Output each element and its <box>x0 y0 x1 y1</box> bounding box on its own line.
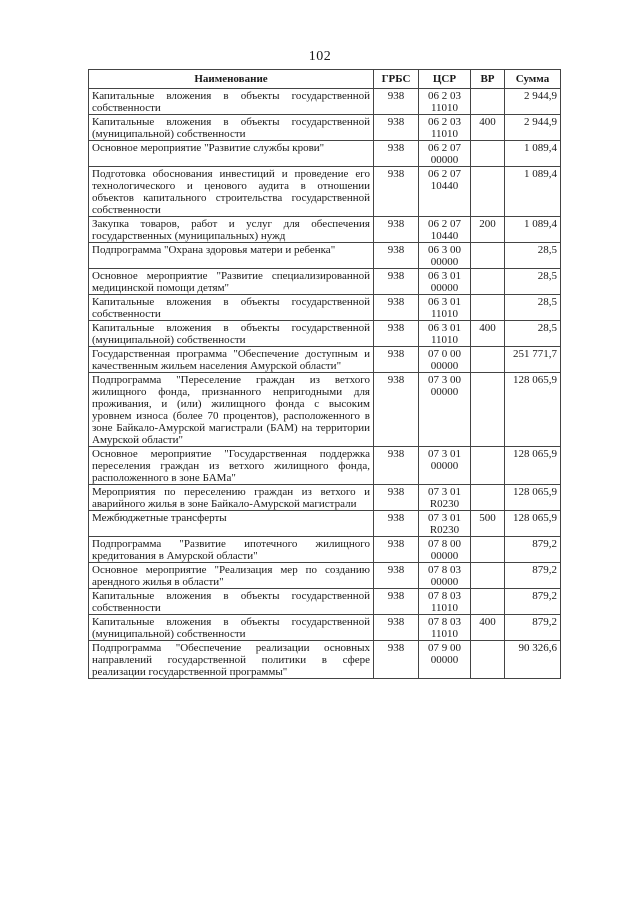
table-row <box>89 511 561 537</box>
table-row <box>89 447 561 485</box>
table-row <box>89 615 561 641</box>
cell-name: Капитальные вложения в объекты государственной (муниципальной) собственности <box>89 321 374 347</box>
cell-vr: 400 <box>471 321 505 347</box>
cell-name: Основное мероприятие "Развитие службы крови" <box>89 141 374 167</box>
table-row <box>89 373 561 447</box>
table-row <box>89 141 561 167</box>
table-row <box>89 485 561 511</box>
cell-vr <box>471 589 505 615</box>
budget-table <box>88 69 561 679</box>
cell-sum: 251 771,7 <box>505 347 561 373</box>
cell-csr: 06 2 07 10440 <box>419 217 471 243</box>
cell-sum: 2 944,9 <box>505 115 561 141</box>
cell-name: Межбюджетные трансферты <box>89 511 374 537</box>
cell-grbs: 938 <box>374 373 419 447</box>
cell-vr <box>471 269 505 295</box>
cell-sum: 28,5 <box>505 269 561 295</box>
cell-name: Государственная программа "Обеспечение доступным и качественным жильем населения Амурской области" <box>89 347 374 373</box>
cell-grbs: 938 <box>374 141 419 167</box>
cell-vr <box>471 485 505 511</box>
cell-sum: 1 089,4 <box>505 141 561 167</box>
cell-vr <box>471 373 505 447</box>
cell-vr: 400 <box>471 615 505 641</box>
cell-name: Капитальные вложения в объекты государственной собственности <box>89 589 374 615</box>
cell-name: Закупка товаров, работ и услуг для обеспечения государственных (муниципальных) нужд <box>89 217 374 243</box>
cell-sum: 2 944,9 <box>505 89 561 115</box>
cell-csr: 06 2 03 11010 <box>419 89 471 115</box>
page-number: 102 <box>308 49 332 64</box>
cell-vr <box>471 243 505 269</box>
cell-vr <box>471 447 505 485</box>
cell-sum: 1 089,4 <box>505 217 561 243</box>
cell-sum: 879,2 <box>505 537 561 563</box>
cell-name: Основное мероприятие "Государственная поддержка переселения граждан из ветхого жилищного фонда, расположенного в зоне БАМа" <box>89 447 374 485</box>
cell-sum: 128 065,9 <box>505 447 561 485</box>
cell-csr: 06 3 00 00000 <box>419 243 471 269</box>
cell-sum: 28,5 <box>505 295 561 321</box>
cell-grbs: 938 <box>374 447 419 485</box>
cell-sum: 879,2 <box>505 563 561 589</box>
cell-name: Подготовка обоснования инвестиций и проведение его технологического и ценового аудита в отношении объектов капитального строительства государственной собственности <box>89 167 374 217</box>
table-header-row <box>89 70 561 89</box>
table-row <box>89 641 561 679</box>
cell-vr <box>471 89 505 115</box>
table-row <box>89 89 561 115</box>
cell-sum: 128 065,9 <box>505 511 561 537</box>
cell-vr: 200 <box>471 217 505 243</box>
cell-grbs: 938 <box>374 217 419 243</box>
cell-sum: 128 065,9 <box>505 485 561 511</box>
header-grbs: ГРБС <box>374 70 419 89</box>
cell-name: Подпрограмма "Охрана здоровья матери и ребенка" <box>89 243 374 269</box>
table-row <box>89 563 561 589</box>
cell-sum: 1 089,4 <box>505 167 561 217</box>
cell-csr: 07 3 01 R0230 <box>419 511 471 537</box>
cell-grbs: 938 <box>374 89 419 115</box>
cell-csr: 06 3 01 11010 <box>419 295 471 321</box>
cell-name: Капитальные вложения в объекты государственной собственности <box>89 89 374 115</box>
cell-sum: 28,5 <box>505 321 561 347</box>
table-row <box>89 217 561 243</box>
cell-grbs: 938 <box>374 641 419 679</box>
cell-grbs: 938 <box>374 347 419 373</box>
cell-grbs: 938 <box>374 563 419 589</box>
cell-vr <box>471 347 505 373</box>
cell-csr: 07 3 00 00000 <box>419 373 471 447</box>
cell-grbs: 938 <box>374 485 419 511</box>
cell-csr: 06 3 01 00000 <box>419 269 471 295</box>
cell-vr: 400 <box>471 115 505 141</box>
cell-name: Капитальные вложения в объекты государственной (муниципальной) собственности <box>89 615 374 641</box>
table-row <box>89 347 561 373</box>
cell-grbs: 938 <box>374 115 419 141</box>
table-row <box>89 243 561 269</box>
cell-grbs: 938 <box>374 615 419 641</box>
cell-vr <box>471 141 505 167</box>
table-body <box>89 89 561 679</box>
cell-sum: 879,2 <box>505 589 561 615</box>
cell-csr: 07 9 00 00000 <box>419 641 471 679</box>
cell-name: Основное мероприятие "Реализация мер по созданию арендного жилья в области" <box>89 563 374 589</box>
header-name: Наименование <box>89 70 374 89</box>
header-vr: ВР <box>471 70 505 89</box>
cell-csr: 07 8 00 00000 <box>419 537 471 563</box>
cell-csr: 07 8 03 00000 <box>419 563 471 589</box>
table-row <box>89 295 561 321</box>
cell-csr: 06 3 01 11010 <box>419 321 471 347</box>
cell-sum: 28,5 <box>505 243 561 269</box>
table-row <box>89 537 561 563</box>
cell-sum: 128 065,9 <box>505 373 561 447</box>
cell-name: Капитальные вложения в объекты государственной собственности <box>89 295 374 321</box>
cell-grbs: 938 <box>374 589 419 615</box>
cell-grbs: 938 <box>374 167 419 217</box>
cell-name: Подпрограмма "Развитие ипотечного жилищного кредитования в Амурской области" <box>89 537 374 563</box>
cell-csr: 07 3 01 00000 <box>419 447 471 485</box>
cell-grbs: 938 <box>374 243 419 269</box>
cell-sum: 90 326,6 <box>505 641 561 679</box>
cell-csr: 07 8 03 11010 <box>419 615 471 641</box>
cell-grbs: 938 <box>374 321 419 347</box>
cell-name: Мероприятия по переселению граждан из ветхого и аварийного жилья в зоне Байкало-Амурской магистрали <box>89 485 374 511</box>
cell-vr <box>471 563 505 589</box>
cell-name: Подпрограмма "Переселение граждан из ветхого жилищного фонда, признанного непригодными для проживания, и (или) жилищного фонда с высоким уровнем износа (более 70 процентов), расположенного в зоне Байкало-Амурской магистрали (БАМ) на территории Амурской области" <box>89 373 374 447</box>
cell-vr <box>471 641 505 679</box>
cell-vr <box>471 537 505 563</box>
cell-csr: 07 0 00 00000 <box>419 347 471 373</box>
cell-vr <box>471 295 505 321</box>
cell-name: Основное мероприятие "Развитие специализированной медицинской помощи детям" <box>89 269 374 295</box>
cell-sum: 879,2 <box>505 615 561 641</box>
cell-grbs: 938 <box>374 269 419 295</box>
cell-vr: 500 <box>471 511 505 537</box>
cell-name: Подпрограмма "Обеспечение реализации основных направлений государственной политики в сфере реализации государственной программы" <box>89 641 374 679</box>
cell-grbs: 938 <box>374 537 419 563</box>
table-row <box>89 167 561 217</box>
table-row <box>89 269 561 295</box>
cell-csr: 06 2 07 00000 <box>419 141 471 167</box>
cell-vr <box>471 167 505 217</box>
header-csr: ЦСР <box>419 70 471 89</box>
table-row <box>89 321 561 347</box>
table-row <box>89 589 561 615</box>
cell-csr: 07 8 03 11010 <box>419 589 471 615</box>
cell-csr: 06 2 03 11010 <box>419 115 471 141</box>
cell-name: Капитальные вложения в объекты государственной (муниципальной) собственности <box>89 115 374 141</box>
cell-csr: 06 2 07 10440 <box>419 167 471 217</box>
cell-grbs: 938 <box>374 511 419 537</box>
cell-grbs: 938 <box>374 295 419 321</box>
table-row <box>89 115 561 141</box>
cell-csr: 07 3 01 R0230 <box>419 485 471 511</box>
header-sum: Сумма <box>505 70 561 89</box>
